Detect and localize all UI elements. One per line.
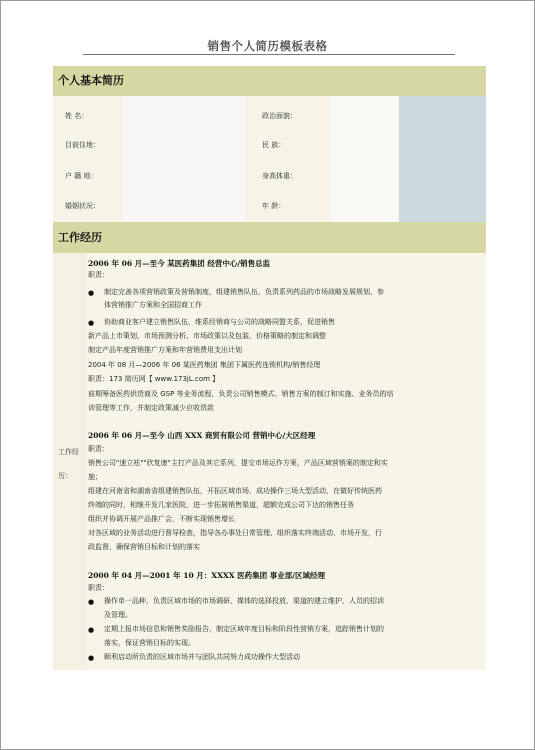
job4-bullet1-line2: 及管理。 — [104, 611, 132, 619]
bullet-icon: ● — [88, 289, 95, 297]
label-height-weight: 身高体重： — [262, 172, 297, 180]
job4-bullet1-line1: 操作单一品种，负责区域市场的市场调研、媒体的选择投放、渠道的建立维护、人员的招训 — [104, 597, 384, 605]
job1-bullet1-line1: 制定完善各项营销政策及营销制度，组建销售队伍，负责系列药品的市场战略发展规划、参 — [104, 288, 384, 296]
work-label-cell — [53, 253, 86, 670]
bullet-icon: ● — [88, 598, 95, 606]
job1-duty-label: 职责： — [88, 271, 109, 279]
job4-heading: 2000 年 04 月—2001 年 10 月：XXXX 医药集团 事业部/区域经理 — [88, 571, 326, 580]
job4-duty-label: 职责： — [88, 584, 109, 592]
label-age: 年 龄： — [262, 202, 286, 210]
job1-line4: 制定产品年度营销推广方案和年营销费用支出计划 — [88, 346, 242, 354]
section-header-basic: 个人基本简历 — [53, 66, 486, 96]
label-ethnicity: 民 族： — [262, 141, 286, 149]
label-household-registration: 户 籍 地： — [65, 172, 98, 180]
job3-line5: 组织并协调开展产品推广会，不断实现销售增长 — [88, 515, 235, 523]
job4-bullet2-line2: 落实，保证营销目标的实现。 — [104, 639, 195, 647]
job3-line1: 销售公司"速立袪""欣复康"主打产品及其它系列，提交市场运作方案，产品区域营销案的制定和实 — [88, 459, 388, 467]
job3-line6: 对各区域的业务活动进行督导检查，指导各办事处日常管理、组织落实终端活动、市场开发，行 — [88, 529, 382, 537]
value-cell-column-1 — [123, 96, 245, 222]
job1-line3: 新产品上市策划、市场预测分析、市场政策以及包装、价格策略的制定和调整 — [88, 332, 326, 340]
bullet-icon: ● — [88, 319, 95, 327]
job2-source-line: 职责：173 简历网【 www.173jL.com 】 — [88, 375, 220, 383]
job3-duty-label: 职责： — [88, 445, 109, 453]
title-underline — [83, 54, 455, 55]
basic-info-table — [53, 96, 486, 222]
job3-line2: 施； — [88, 473, 102, 481]
job2-line3: 训管理等工作，并制定政策减少应收货款 — [88, 404, 214, 412]
job3-line7: 政监督，确保营销目标和计划的落实 — [88, 543, 200, 551]
photo-placeholder — [399, 96, 486, 222]
job4-bullet2-line1: 定期上报市场信息和销售奖励报告，制定区域年度目标和阶段性营销方案，追踪销售计划的 — [104, 625, 384, 633]
work-experience-table — [53, 253, 486, 670]
value-cell-column-2 — [330, 96, 399, 222]
section-header-work: 工作经历 — [53, 222, 486, 253]
job4-bullet3: 顺利启动所负责的区域市场并与团队共同努力成功操作大型活动 — [104, 653, 300, 661]
work-side-label — [58, 440, 83, 488]
label-name: 姓 名： — [65, 112, 89, 120]
job1-bullet2: 协助商业客户建立销售队伍，维系经销商与公司的战略同盟关系，促进销售 — [104, 318, 335, 326]
job3-line3: 组建在河南省和湖南省组建销售队伍，开拓区域市场，成功操作三场大型活动，在做好传统医药 — [88, 487, 382, 495]
bullet-icon: ● — [88, 654, 95, 662]
label-political-status: 政治面貌： — [262, 112, 297, 120]
document-title: 销售个人简历模板表格 — [207, 39, 328, 53]
job2-line2: 前期筹备医药供货商及 GSP 等业务流程，负责公司销售模式、销售方案的制订和实施、业务员的培 — [88, 390, 394, 398]
job3-heading: 2006 年 06 月—至今 山西 XXX 商贸有限公司 营销中心/大区经理 — [88, 431, 316, 440]
label-marital-status: 婚姻状况： — [65, 202, 100, 210]
job2-heading: 2004 年 08 月—2006 年 06 某医药集团 集团下属医药连锁机构/销售经理 — [88, 361, 321, 369]
work-side-label-line2: 历： — [58, 472, 72, 480]
job1-heading: 2006 年 06 月—至今 某医药集团 经营中心/销售总监 — [88, 259, 271, 268]
label-current-residence: 目前住地： — [65, 141, 100, 149]
bullet-icon: ● — [88, 626, 95, 634]
work-side-label-line1: 工作经 — [58, 448, 79, 456]
job3-line4: 终端的同时，相继开发几家医院，进一步拓展销售渠道，超额完成公司下达的销售任务 — [88, 501, 354, 509]
job1-bullet1-line2: 体营销推广方案和全国招商工作 — [104, 301, 202, 309]
